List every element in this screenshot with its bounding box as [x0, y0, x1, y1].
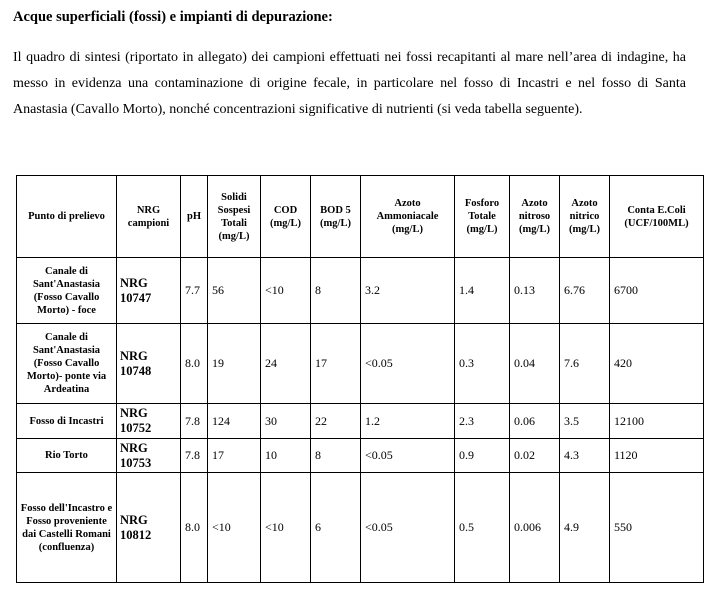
- sampling-point-cell: Canale di Sant'Anastasia (Fosso Cavallo Morto) - foce: [17, 258, 117, 324]
- sampling-point-cell: Fosso dell'Incastro e Fosso proveniente dai Castelli Romani (confluenza): [17, 473, 117, 583]
- header-cell: NRG campioni: [117, 176, 181, 258]
- sampling-point-cell: Fosso di Incastri: [17, 404, 117, 439]
- cod-cell: <10: [261, 473, 311, 583]
- header-cell: Fosforo Totale (mg/L): [455, 176, 510, 258]
- phosphorus-cell: 0.5: [455, 473, 510, 583]
- samples-table: [16, 175, 704, 583]
- bod-cell: 17: [311, 324, 361, 404]
- ammonia-cell: <0.05: [361, 324, 455, 404]
- header-cell: Azoto Ammoniacale (mg/L): [361, 176, 455, 258]
- sst-cell: <10: [208, 473, 261, 583]
- sample-id-cell: NRG 10748: [117, 324, 181, 404]
- nitrate-cell: 4.9: [560, 473, 610, 583]
- summary-paragraph: Il quadro di sintesi (riportato in allegato) dei campioni effettuati nei fossi recapitanti al mare nell’area di indagine, ha messo in evidenza una contaminazione di origine fecale, in particolare nel fosso di Incastri e nel fosso di Santa Anastasia (Cavallo Morto), nonché concentrazioni significative di nutrienti (si veda tabella seguente).: [13, 50, 686, 117]
- sampling-point-cell: Canale di Sant'Anastasia (Fosso Cavallo Morto)- ponte via Ardeatina: [17, 324, 117, 404]
- nitrate-cell: 3.5: [560, 404, 610, 439]
- sample-id-cell: NRG 10752: [117, 404, 181, 439]
- sample-id-cell: NRG 10753: [117, 439, 181, 473]
- bod-cell: 6: [311, 473, 361, 583]
- table-row: [17, 404, 704, 439]
- header-cell: pH: [181, 176, 208, 258]
- nitrite-cell: 0.13: [510, 258, 560, 324]
- cod-cell: <10: [261, 258, 311, 324]
- nitrite-cell: 0.06: [510, 404, 560, 439]
- bod-cell: 8: [311, 258, 361, 324]
- header-cell: Solidi Sospesi Totali (mg/L): [208, 176, 261, 258]
- ecoli-cell: 420: [610, 324, 704, 404]
- table-row: [17, 473, 704, 583]
- table-row: [17, 324, 704, 404]
- ecoli-cell: 1120: [610, 439, 704, 473]
- ph-cell: 8.0: [181, 473, 208, 583]
- header-cell: COD (mg/L): [261, 176, 311, 258]
- section-heading: Acque superficiali (fossi) e impianti di depurazione:: [13, 9, 333, 25]
- ammonia-cell: <0.05: [361, 473, 455, 583]
- nitrate-cell: 4.3: [560, 439, 610, 473]
- header-cell: Punto di prelievo: [17, 176, 117, 258]
- ecoli-cell: 550: [610, 473, 704, 583]
- nitrite-cell: 0.04: [510, 324, 560, 404]
- ph-cell: 7.8: [181, 439, 208, 473]
- table-header-row: [17, 176, 704, 258]
- phosphorus-cell: 1.4: [455, 258, 510, 324]
- sst-cell: 124: [208, 404, 261, 439]
- cod-cell: 10: [261, 439, 311, 473]
- sst-cell: 56: [208, 258, 261, 324]
- ph-cell: 7.7: [181, 258, 208, 324]
- phosphorus-cell: 0.9: [455, 439, 510, 473]
- header-cell: Azoto nitrico (mg/L): [560, 176, 610, 258]
- ecoli-cell: 12100: [610, 404, 704, 439]
- sample-id-cell: NRG 10747: [117, 258, 181, 324]
- ecoli-cell: 6700: [610, 258, 704, 324]
- header-cell: Conta E.Coli (UCF/100ML): [610, 176, 704, 258]
- ammonia-cell: 3.2: [361, 258, 455, 324]
- nitrate-cell: 6.76: [560, 258, 610, 324]
- sample-id-cell: NRG 10812: [117, 473, 181, 583]
- cod-cell: 24: [261, 324, 311, 404]
- sampling-point-cell: Rio Torto: [17, 439, 117, 473]
- header-cell: BOD 5 (mg/L): [311, 176, 361, 258]
- phosphorus-cell: 0.3: [455, 324, 510, 404]
- nitrate-cell: 7.6: [560, 324, 610, 404]
- nitrite-cell: 0.006: [510, 473, 560, 583]
- sst-cell: 19: [208, 324, 261, 404]
- nitrite-cell: 0.02: [510, 439, 560, 473]
- ammonia-cell: 1.2: [361, 404, 455, 439]
- bod-cell: 8: [311, 439, 361, 473]
- ammonia-cell: <0.05: [361, 439, 455, 473]
- table-row: [17, 439, 704, 473]
- cod-cell: 30: [261, 404, 311, 439]
- sst-cell: 17: [208, 439, 261, 473]
- phosphorus-cell: 2.3: [455, 404, 510, 439]
- header-cell: Azoto nitroso (mg/L): [510, 176, 560, 258]
- ph-cell: 7.8: [181, 404, 208, 439]
- bod-cell: 22: [311, 404, 361, 439]
- table-row: [17, 258, 704, 324]
- ph-cell: 8.0: [181, 324, 208, 404]
